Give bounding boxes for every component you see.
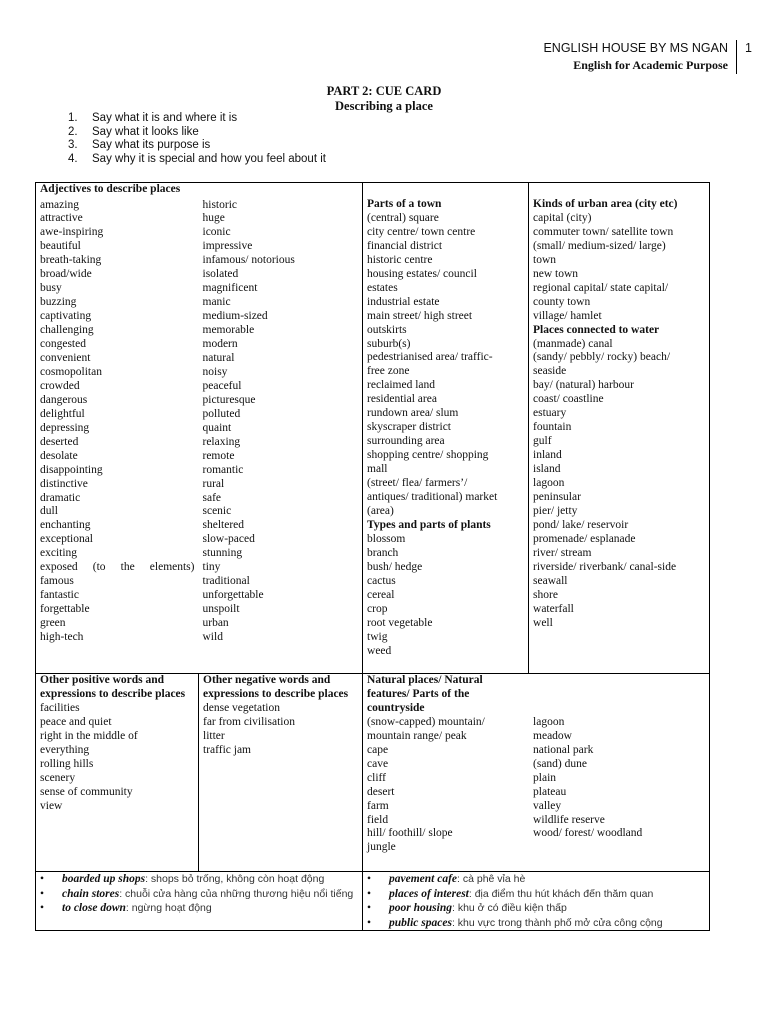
positive-item: scenery xyxy=(40,771,76,784)
water-place-item: inland xyxy=(533,449,562,462)
water-place-item: seaside xyxy=(533,365,567,378)
water-place-item: pier/ jetty xyxy=(533,504,578,517)
adjective-item: dangerous xyxy=(40,393,88,406)
instruction-number: 1. xyxy=(68,112,78,124)
town-part-item: estates xyxy=(367,281,398,294)
water-place-item: (sandy/ pebbly/ rocky) beach/ xyxy=(533,351,671,364)
plant-item: bush/ hedge xyxy=(367,560,423,573)
town-part-item: (street/ flea/ farmers’/ xyxy=(367,477,468,490)
adjective-item: high-tech xyxy=(40,631,84,644)
water-place-item: river/ stream xyxy=(533,546,592,559)
page-number: 1 xyxy=(736,40,752,74)
negative-item: litter xyxy=(203,729,225,742)
positive-heading: Other positive words and expressions to describe places xyxy=(40,674,186,700)
urban-list xyxy=(533,212,705,324)
water-place-item: estuary xyxy=(533,407,567,420)
town-part-item: residential area xyxy=(367,393,437,406)
adjective-item: remote xyxy=(202,449,235,462)
instruction-text: Say what it looks like xyxy=(92,125,199,138)
negative-list xyxy=(203,702,358,758)
vocab-term: public spaces xyxy=(389,916,452,929)
vocab-item xyxy=(367,916,705,931)
urban-item: commuter town/ satellite town xyxy=(533,225,674,238)
natural-item: (snow-capped) mountain/ xyxy=(367,715,485,728)
title-main: PART 2: CUE CARD xyxy=(326,84,442,98)
adjective-item: safe xyxy=(202,491,222,504)
adjectives-col2-cell xyxy=(199,199,363,674)
parts-of-town-cell xyxy=(363,183,529,674)
water-place-item: (manmade) canal xyxy=(533,337,613,350)
water-place-item: promenade/ esplanade xyxy=(533,532,636,545)
urban-item: town xyxy=(533,253,557,266)
vocab-definition: : ngừng hoạt động xyxy=(125,902,212,914)
town-part-item: (area) xyxy=(367,504,394,517)
positive-item: everything xyxy=(40,743,90,756)
instruction-item xyxy=(68,139,326,153)
town-part-item: antiques/ traditional) market xyxy=(367,491,498,504)
positive-item: peace and quiet xyxy=(40,715,112,728)
plants-list xyxy=(367,533,524,659)
title-sub: Describing a place xyxy=(335,99,433,113)
vocab-definition: : khu ở có điều kiện thấp xyxy=(451,902,567,914)
adjective-item: peaceful xyxy=(202,379,242,392)
positive-item: right in the middle of xyxy=(40,729,138,742)
adjective-item: unspoilt xyxy=(202,603,240,616)
vocab-item xyxy=(40,901,358,916)
parts-of-town-heading: Parts of a town xyxy=(367,198,442,210)
vocab-term: boarded up shops xyxy=(62,873,146,885)
vocab-definition: : địa điểm thu hút khách đến thăm quan xyxy=(468,887,654,900)
water-place-item: shore xyxy=(533,588,558,601)
town-part-item: rundown area/ slum xyxy=(367,407,459,420)
adjective-item: exciting xyxy=(40,547,78,560)
adjective-item: convenient xyxy=(40,351,91,364)
adjective-item: isolated xyxy=(202,268,239,281)
water-place-item: gulf xyxy=(533,435,552,448)
adjective-item: sheltered xyxy=(202,519,245,532)
urban-item: county town xyxy=(533,295,591,308)
parts-of-town-list xyxy=(367,212,524,519)
positive-cell xyxy=(36,674,199,872)
adjective-item: dull xyxy=(40,505,58,518)
town-part-item: city centre/ town centre xyxy=(367,225,476,238)
natural-item: cliff xyxy=(367,771,386,784)
plant-item: twig xyxy=(367,630,388,643)
negative-heading: Other negative words and expressions to describe places xyxy=(203,674,349,700)
instruction-item xyxy=(68,126,326,140)
natural-item: mountain range/ peak xyxy=(367,729,467,742)
adjective-item: historic xyxy=(202,198,237,211)
town-part-item: housing estates/ council xyxy=(367,267,477,280)
natural-item: national park xyxy=(533,743,594,756)
natural-item: plain xyxy=(533,771,557,784)
instruction-text: Say why it is special and how you feel about it xyxy=(92,152,326,165)
plant-item: cactus xyxy=(367,574,396,587)
adjective-item: huge xyxy=(202,212,225,225)
adjective-item: broad/wide xyxy=(40,268,92,281)
adjective-item: congested xyxy=(40,338,86,351)
negative-cell xyxy=(199,674,363,872)
plant-item: root vegetable xyxy=(367,616,433,629)
adjective-item: captivating xyxy=(40,310,92,323)
vocab-term: to close down xyxy=(62,902,126,914)
plant-item: cereal xyxy=(367,588,395,601)
natural-item: wildlife reserve xyxy=(533,813,605,826)
adjective-item: memorable xyxy=(202,324,255,337)
vocab-item xyxy=(367,901,705,916)
urban-heading: Kinds of urban area (city etc) xyxy=(533,198,678,210)
instruction-item xyxy=(68,112,326,126)
adjective-item: quaint xyxy=(202,421,232,434)
vocab-item xyxy=(40,887,358,902)
adjective-item: polluted xyxy=(202,407,241,420)
plants-heading: Types and parts of plants xyxy=(367,518,491,531)
vocab-right-cell xyxy=(363,872,710,931)
urban-item: capital (city) xyxy=(533,211,592,224)
town-part-item: shopping centre/ shopping xyxy=(367,449,489,462)
water-place-item: waterfall xyxy=(533,602,574,615)
adjectives-heading-cell xyxy=(36,183,363,199)
positive-item: facilities xyxy=(40,701,80,714)
urban-item: village/ hamlet xyxy=(533,309,602,322)
town-part-item: main street/ high street xyxy=(367,309,473,322)
adjective-item: stunning xyxy=(202,547,243,560)
town-part-item: skyscraper district xyxy=(367,421,452,434)
adjectives-heading: Adjectives to describe places xyxy=(40,183,181,195)
plant-item: branch xyxy=(367,546,399,559)
town-part-item: industrial estate xyxy=(367,295,440,308)
urban-item: (small/ medium-sized/ large) xyxy=(533,239,666,252)
adjective-item: romantic xyxy=(202,463,244,476)
negative-item: dense vegetation xyxy=(203,701,280,714)
vocab-definition: : cà phê vỉa hè xyxy=(457,873,526,885)
adjective-item: iconic xyxy=(202,226,231,239)
adjective-item: enchanting xyxy=(40,519,91,532)
natural-item: farm xyxy=(367,799,389,812)
instruction-text: Say what it is and where it is xyxy=(92,112,238,124)
adjective-item: delightful xyxy=(40,407,85,420)
positive-item: sense of community xyxy=(40,785,133,798)
plant-item: crop xyxy=(367,602,388,615)
town-part-item: historic centre xyxy=(367,253,433,266)
page-header xyxy=(543,40,752,74)
urban-item: new town xyxy=(533,267,579,280)
town-part-item: free zone xyxy=(367,365,410,378)
adjective-item: awe-inspiring xyxy=(40,226,104,239)
vocab-term: pavement cafe xyxy=(389,873,458,885)
town-part-item: outskirts xyxy=(367,323,407,336)
adjective-item: amazing xyxy=(40,198,79,211)
natural-item: field xyxy=(367,813,389,826)
adjective-item: challenging xyxy=(40,324,94,337)
water-place-item: lagoon xyxy=(533,477,565,490)
natural-item: plateau xyxy=(533,785,567,798)
water-place-item: bay/ (natural) harbour xyxy=(533,379,634,392)
natural-item: cape xyxy=(367,743,389,756)
positive-item: view xyxy=(40,799,63,812)
adjective-item: exposed (to the elements) xyxy=(40,561,195,574)
adjective-item: desolate xyxy=(40,449,78,462)
natural-item: hill/ foothill/ slope xyxy=(367,827,453,840)
adjective-item: deserted xyxy=(40,435,79,448)
urban-cell xyxy=(529,183,710,674)
adjective-item: picturesque xyxy=(202,393,256,406)
negative-item: traffic jam xyxy=(203,743,251,756)
adjective-item: infamous/ notorious xyxy=(202,254,295,267)
vocab-term: poor housing xyxy=(389,902,452,914)
adjective-item: manic xyxy=(202,296,231,309)
natural-item: wood/ forest/ woodland xyxy=(533,827,643,840)
vocab-term: chain stores xyxy=(62,887,120,900)
town-part-item: reclaimed land xyxy=(367,379,436,392)
adjective-item: modern xyxy=(202,338,238,351)
water-heading: Places connected to water xyxy=(533,323,660,336)
vocab-left-list xyxy=(40,872,358,916)
header-title: ENGLISH HOUSE BY MS NGAN xyxy=(543,41,728,55)
adjectives-list-2 xyxy=(203,199,359,646)
positive-list xyxy=(40,702,194,814)
water-place-item: peninsular xyxy=(533,491,581,504)
natural-cell xyxy=(363,674,710,872)
vocab-definition: : chuỗi cửa hàng của những thương hiệu nổi tiếng xyxy=(119,887,354,900)
adjective-item: noisy xyxy=(202,365,228,378)
natural-list-2 xyxy=(533,716,642,856)
adjective-item: rural xyxy=(202,477,225,490)
vocab-item xyxy=(367,887,705,902)
adjective-item: urban xyxy=(202,617,229,630)
plant-item: blossom xyxy=(367,532,406,545)
adjective-item: scenic xyxy=(202,505,232,518)
instruction-item xyxy=(68,153,326,167)
instruction-number: 2. xyxy=(68,125,78,138)
vocab-left-cell xyxy=(36,872,363,931)
adjective-item: buzzing xyxy=(40,296,77,309)
adjective-item: fantastic xyxy=(40,589,79,602)
adjective-item: attractive xyxy=(40,212,83,225)
adjective-item: impressive xyxy=(202,240,253,253)
adjective-item: depressing xyxy=(40,421,90,434)
adjective-item: slow-paced xyxy=(202,533,255,546)
adjectives-col1-cell xyxy=(36,199,199,674)
natural-list-1 xyxy=(367,716,533,856)
instruction-text: Say what its purpose is xyxy=(92,139,211,151)
adjective-item: tiny xyxy=(202,561,221,574)
instruction-list xyxy=(68,112,326,166)
instruction-number: 3. xyxy=(68,139,78,151)
natural-heading: Natural places/ Natural features/ Parts of the countryside xyxy=(367,674,483,714)
plant-item: weed xyxy=(367,644,392,657)
adjective-item: disappointing xyxy=(40,463,103,476)
natural-item: meadow xyxy=(533,729,572,742)
adjective-item: beautiful xyxy=(40,240,81,253)
vocabulary-table xyxy=(35,182,710,931)
adjective-item: distinctive xyxy=(40,477,88,490)
adjective-item: exceptional xyxy=(40,533,94,546)
water-place-item: seawall xyxy=(533,574,568,587)
positive-item: rolling hills xyxy=(40,757,94,770)
water-place-item: pond/ lake/ reservoir xyxy=(533,518,629,531)
adjective-item: natural xyxy=(202,351,235,364)
adjective-item: traditional xyxy=(202,575,250,588)
natural-item: (sand) dune xyxy=(533,757,587,770)
natural-item: desert xyxy=(367,785,395,798)
adjective-item: forgettable xyxy=(40,603,90,616)
vocab-item xyxy=(40,872,358,887)
vocab-term: places of interest xyxy=(389,887,469,900)
adjective-item: famous xyxy=(40,575,74,588)
header-subtitle: English for Academic Purpose xyxy=(573,58,728,72)
adjective-item: magnificent xyxy=(202,282,258,295)
natural-item: jungle xyxy=(367,841,396,854)
adjective-item: wild xyxy=(202,631,223,644)
adjective-item: breath-taking xyxy=(40,254,102,267)
adjective-item: cosmopolitan xyxy=(40,365,102,378)
adjective-item: green xyxy=(40,617,66,630)
adjective-item: relaxing xyxy=(202,435,241,448)
instruction-number: 4. xyxy=(68,152,78,165)
town-part-item: (central) square xyxy=(367,211,439,224)
town-part-item: surrounding area xyxy=(367,435,445,448)
section-title xyxy=(0,84,768,114)
adjective-item: medium-sized xyxy=(202,310,268,323)
negative-item: far from civilisation xyxy=(203,715,295,728)
adjective-item: crowded xyxy=(40,379,80,392)
water-list xyxy=(533,338,705,631)
natural-item: lagoon xyxy=(533,715,565,728)
town-part-item: financial district xyxy=(367,239,443,252)
natural-item: cave xyxy=(367,757,389,770)
water-place-item: fountain xyxy=(533,421,572,434)
water-place-item: riverside/ riverbank/ canal-side xyxy=(533,560,677,573)
natural-item: valley xyxy=(533,799,562,812)
adjectives-list-1 xyxy=(40,199,195,646)
vocab-definition: : khu vực trong thành phố mở cửa công cộng xyxy=(451,916,663,929)
vocab-item xyxy=(367,872,705,887)
water-place-item: coast/ coastline xyxy=(533,393,604,406)
adjective-item: dramatic xyxy=(40,491,81,504)
town-part-item: mall xyxy=(367,463,388,476)
adjective-item: busy xyxy=(40,282,62,295)
adjective-item: unforgettable xyxy=(202,589,264,602)
urban-item: regional capital/ state capital/ xyxy=(533,281,669,294)
vocab-right-list xyxy=(367,872,705,930)
vocab-definition: : shops bỏ trống, không còn hoạt động xyxy=(145,873,325,885)
water-place-item: island xyxy=(533,463,561,476)
town-part-item: suburb(s) xyxy=(367,337,411,350)
town-part-item: pedestrianised area/ traffic- xyxy=(367,351,493,364)
water-place-item: well xyxy=(533,616,553,629)
